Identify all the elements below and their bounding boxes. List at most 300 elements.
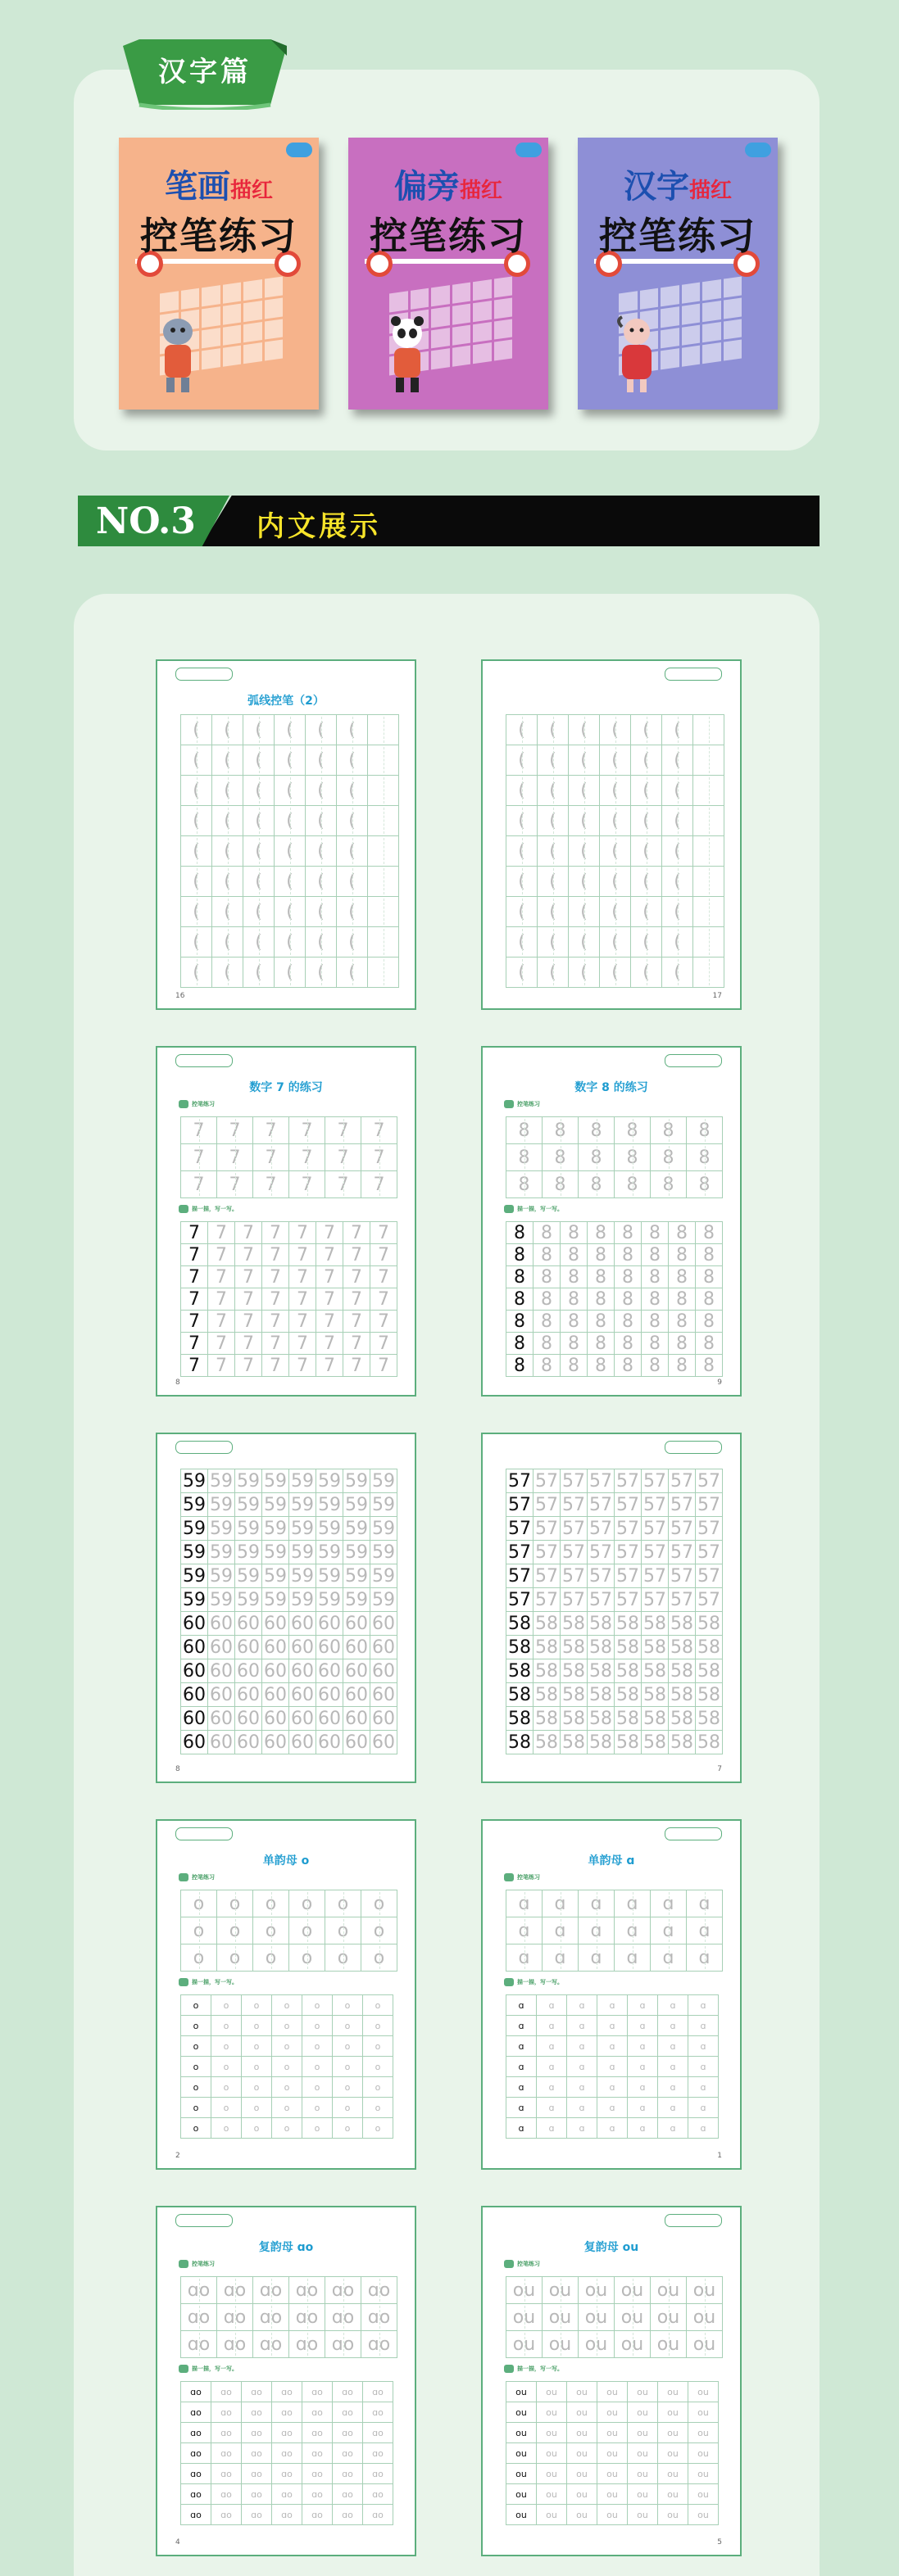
grid-cell: ɑo [332, 2402, 363, 2423]
grid-cell: ou [506, 2402, 537, 2423]
grid-cell: o [362, 2056, 393, 2077]
grid-cell: 57 [641, 1516, 669, 1541]
grid-cell: 8 [578, 1143, 615, 1171]
grid-cell: 8 [506, 1354, 533, 1377]
grid-cell: ( [568, 805, 600, 836]
grid-cell [202, 328, 220, 349]
grid-cell: ɑo [362, 2422, 393, 2443]
grid-cell: ( [243, 926, 275, 958]
grid-cell: ( [568, 957, 600, 988]
grid-cell: ɑo [241, 2422, 272, 2443]
grid-cell: 60 [343, 1706, 370, 1731]
grid-cell: o [302, 2076, 333, 2098]
grid-cell: ou [597, 2483, 628, 2505]
grid-cell: 8 [614, 1170, 651, 1198]
grid-cell: ( [274, 896, 306, 927]
grid-cell: ou [688, 2422, 719, 2443]
grid-cell: ɑ [627, 2097, 658, 2118]
grid-cell: ( [243, 775, 275, 806]
grid-cell: ɑ [597, 2076, 628, 2098]
grid-cell [682, 303, 701, 324]
grid-cell [160, 291, 179, 312]
grid-cell: ɑ [597, 2097, 628, 2118]
page-header-badge [175, 1441, 233, 1454]
grid-cell: 58 [560, 1730, 588, 1754]
grid-cell: 58 [695, 1706, 723, 1731]
grid-cell: 60 [316, 1635, 343, 1659]
grid-cell: 60 [207, 1730, 235, 1754]
grid-cell: 7 [180, 1265, 208, 1288]
section-tab [123, 39, 287, 110]
grid-cell: o [241, 2097, 272, 2118]
grid-cell: ɑo [361, 2303, 397, 2331]
grid-cell: 8 [587, 1288, 615, 1311]
grid-cell: ɑo [362, 2381, 393, 2402]
grid-cell: ɑ [578, 1890, 615, 1917]
grid-cell: o [241, 2076, 272, 2098]
grid-cell: 8 [533, 1332, 561, 1355]
grid-cell: ɑ [566, 2056, 597, 2077]
grid-cell: 58 [587, 1659, 615, 1683]
grid-cell [243, 322, 262, 343]
grid-cell: ( [537, 835, 569, 867]
grid-cell: o [271, 2117, 302, 2139]
writing-grid [506, 1994, 718, 2138]
grid-cell: o [180, 1994, 211, 2016]
grid-cell: 57 [641, 1492, 669, 1517]
grid-cell: ( [336, 957, 368, 988]
grid-cell: 8 [668, 1243, 696, 1266]
grid-cell: ɑ [536, 2015, 567, 2036]
grid-cell: ɑo [211, 2422, 242, 2443]
grid-cell: ɑ [614, 1917, 651, 1944]
grid-cell: 57 [695, 1469, 723, 1493]
grid-cell: 7 [316, 1243, 343, 1266]
grid-cell: 57 [695, 1540, 723, 1564]
grid-cell: ɑo [271, 2463, 302, 2484]
grid-cell [367, 805, 399, 836]
grid-cell: o [211, 2035, 242, 2057]
grid-cell: 7 [325, 1143, 361, 1171]
grid-cell: 7 [288, 1116, 325, 1144]
grid-cell [367, 866, 399, 897]
grid-cell: ɑo [288, 2303, 325, 2331]
grid-cell [265, 276, 284, 297]
grid-cell: 7 [180, 1332, 208, 1355]
grid-cell: o [288, 1917, 325, 1944]
book-cover-radical[interactable] [348, 138, 548, 410]
grid-cell: 8 [614, 1265, 642, 1288]
grid-cell: 8 [686, 1143, 723, 1171]
grid-cell [494, 297, 513, 319]
writing-grid [180, 1221, 397, 1376]
grid-cell: 58 [506, 1635, 533, 1659]
grid-cell: o [216, 1890, 253, 1917]
grid-cell: 57 [560, 1564, 588, 1588]
grid-cell: 8 [560, 1221, 588, 1244]
publisher-logo-icon [515, 143, 542, 157]
grid-cell: ɑo [302, 2463, 333, 2484]
grid-cell: o [325, 1917, 361, 1944]
page-number: 8 [175, 1379, 180, 1387]
grid-cell: 60 [261, 1730, 289, 1754]
grid-cell: ɑ [597, 1994, 628, 2016]
grid-cell: o [216, 1944, 253, 1972]
grid-cell: 60 [288, 1635, 316, 1659]
grid-cell: 7 [370, 1265, 397, 1288]
grid-cell: o [271, 2015, 302, 2036]
grid-cell: 7 [325, 1170, 361, 1198]
grid-cell [682, 283, 701, 304]
grid-cell: 58 [668, 1659, 696, 1683]
grid-cell: ou [566, 2422, 597, 2443]
grid-cell: ɑo [332, 2442, 363, 2464]
grid-cell: 8 [578, 1170, 615, 1198]
grid-cell: ou [506, 2303, 543, 2331]
grid-cell: 8 [587, 1354, 615, 1377]
grid-cell: ( [243, 714, 275, 745]
grid-cell: ɑ [614, 1944, 651, 1972]
grid-cell: ( [274, 866, 306, 897]
grid-cell: ( [243, 896, 275, 927]
page-header-badge [175, 1054, 233, 1067]
grid-cell: 8 [614, 1116, 651, 1144]
grid-cell: ( [274, 926, 306, 958]
grid-cell: o [332, 2015, 363, 2036]
grid-cell: ɑo [302, 2442, 333, 2464]
book-cover-stroke[interactable] [119, 138, 319, 410]
grid-cell: ou [597, 2422, 628, 2443]
grid-cell: ou [657, 2483, 688, 2505]
grid-cell: 59 [343, 1469, 370, 1493]
grid-cell: 7 [261, 1288, 289, 1311]
grid-cell: 58 [506, 1730, 533, 1754]
grid-cell: ou [627, 2442, 658, 2464]
grid-cell: ( [599, 714, 631, 745]
section-label-text: 描一描，写一写。 [517, 1979, 563, 1985]
grid-cell: ( [211, 896, 243, 927]
grid-cell: o [180, 2056, 211, 2077]
grid-cell: ɑo [271, 2483, 302, 2505]
grid-cell: ɑ [688, 2015, 719, 2036]
grid-cell: o [302, 2117, 333, 2139]
grid-cell: ɑo [211, 2483, 242, 2505]
grid-cell: 59 [261, 1469, 289, 1493]
section-label [179, 1205, 238, 1213]
grid-cell: 60 [234, 1611, 262, 1636]
grid-cell: 7 [216, 1143, 253, 1171]
grid-cell [431, 348, 450, 369]
grid-cell: 7 [343, 1332, 370, 1355]
grid-cell: 7 [252, 1170, 289, 1198]
grid-cell: o [180, 2097, 211, 2118]
grid-cell: ɑo [211, 2463, 242, 2484]
publisher-logo-icon [286, 143, 312, 157]
grid-cell: 58 [668, 1635, 696, 1659]
grid-cell: 57 [668, 1540, 696, 1564]
grid-cell: ( [630, 745, 662, 776]
grid-cell: 7 [234, 1221, 262, 1244]
grid-cell: 58 [587, 1635, 615, 1659]
grid-cell [452, 346, 471, 367]
grid-cell: ( [630, 835, 662, 867]
grid-cell: 58 [560, 1706, 588, 1731]
section-label [179, 2260, 215, 2268]
grid-cell: 59 [288, 1469, 316, 1493]
grid-cell: o [241, 1994, 272, 2016]
grid-cell: 60 [288, 1730, 316, 1754]
grid-cell: ou [688, 2402, 719, 2423]
grid-cell: 60 [180, 1682, 208, 1707]
grid-cell: 57 [587, 1492, 615, 1517]
grid-cell: ɑ [627, 1994, 658, 2016]
grid-cell: o [302, 2097, 333, 2118]
page-number: 7 [717, 1765, 722, 1773]
grid-cell: 8 [614, 1221, 642, 1244]
grid-cell: 57 [506, 1540, 533, 1564]
grid-cell: 8 [506, 1116, 543, 1144]
grid-cell: 8 [506, 1288, 533, 1311]
grid-cell: ɑ [688, 2076, 719, 2098]
grid-cell: 7 [343, 1265, 370, 1288]
grid-cell: o [325, 1890, 361, 1917]
grid-cell: ( [336, 896, 368, 927]
book-cover-hanzi[interactable] [578, 138, 778, 410]
grid-cell: ɑ [657, 2035, 688, 2057]
grid-cell: ( [630, 805, 662, 836]
grid-cell: ɑ [627, 2117, 658, 2139]
grid-cell [682, 346, 701, 367]
grid-cell: ɑo [332, 2483, 363, 2505]
grid-cell: 8 [614, 1243, 642, 1266]
section-label [179, 2365, 238, 2373]
grid-cell: 7 [252, 1143, 289, 1171]
grid-cell: 59 [207, 1540, 235, 1564]
grid-cell: ɑo [271, 2442, 302, 2464]
grid-cell: ( [599, 775, 631, 806]
grid-cell: 57 [533, 1587, 561, 1612]
grid-cell: 59 [180, 1469, 208, 1493]
grid-cell: 8 [686, 1116, 723, 1144]
grid-cell [473, 322, 492, 343]
grid-cell: 58 [560, 1611, 588, 1636]
grid-cell: 60 [288, 1706, 316, 1731]
grid-cell: 60 [343, 1682, 370, 1707]
grid-cell [265, 297, 284, 319]
grid-cell [265, 340, 284, 361]
sample-page [156, 1046, 416, 1397]
grid-cell: ɑ [688, 2035, 719, 2057]
grid-cell: 57 [668, 1492, 696, 1517]
book-title-line1: 偏旁描红 [393, 168, 502, 206]
grid-cell: ( [305, 745, 337, 776]
publisher-logo-icon [745, 143, 771, 157]
grid-cell: ( [506, 866, 538, 897]
grid-cell: 8 [578, 1116, 615, 1144]
grid-cell: ( [243, 835, 275, 867]
grid-cell: ɑo [332, 2463, 363, 2484]
grid-cell: o [361, 1917, 397, 1944]
pencil-icon [179, 1873, 188, 1881]
grid-cell: 59 [207, 1492, 235, 1517]
grid-cell: ou [566, 2483, 597, 2505]
writing-grid [180, 1116, 397, 1197]
grid-cell: 58 [668, 1682, 696, 1707]
grid-cell [367, 714, 399, 745]
grid-cell: ou [627, 2483, 658, 2505]
grid-cell: ɑo [241, 2463, 272, 2484]
grid-cell [367, 957, 399, 988]
grid-cell: 59 [343, 1492, 370, 1517]
grid-cell: ou [566, 2442, 597, 2464]
grid-cell: o [332, 2076, 363, 2098]
grid-cell: 8 [614, 1354, 642, 1377]
grid-cell: ou [506, 2483, 537, 2505]
grid-cell: 8 [695, 1221, 723, 1244]
grid-cell: ɑ [536, 2035, 567, 2057]
grid-cell: o [362, 2097, 393, 2118]
grid-cell: ( [211, 866, 243, 897]
grid-cell: 8 [668, 1265, 696, 1288]
grid-cell: ( [305, 835, 337, 867]
grid-cell: 59 [343, 1564, 370, 1588]
grid-cell: 8 [614, 1143, 651, 1171]
grid-cell: 7 [180, 1354, 208, 1377]
grid-cell: ( [274, 805, 306, 836]
grid-cell: ɑ [506, 2015, 537, 2036]
grid-cell: ɑ [566, 2035, 597, 2057]
grid-cell: 57 [614, 1492, 642, 1517]
grid-cell: 57 [614, 1516, 642, 1541]
grid-cell [223, 283, 242, 304]
grid-cell: ( [599, 926, 631, 958]
grid-cell: ɑ [627, 2076, 658, 2098]
grid-cell: ( [180, 835, 212, 867]
grid-cell: 60 [261, 1635, 289, 1659]
pencil-icon [504, 2260, 514, 2268]
sample-page [156, 1433, 416, 1783]
grid-cell: 7 [207, 1332, 235, 1355]
grid-cell: 59 [234, 1492, 262, 1517]
grid-cell: 8 [560, 1354, 588, 1377]
writing-grid [506, 2381, 718, 2524]
grid-cell: ɑ [506, 1994, 537, 2016]
section-label [179, 1873, 215, 1881]
grid-cell: 57 [533, 1516, 561, 1541]
grid-cell: ( [661, 957, 693, 988]
grid-cell: ou [614, 2276, 651, 2304]
grid-cell: ɑ [506, 2117, 537, 2139]
grid-cell: ou [578, 2330, 615, 2358]
grid-cell: ɑ [657, 2076, 688, 2098]
sample-page [156, 2206, 416, 2556]
grid-cell [682, 324, 701, 346]
grid-cell: ( [599, 896, 631, 927]
grid-cell: ɑ [597, 2117, 628, 2139]
grid-cell [431, 285, 450, 306]
grid-cell: 8 [668, 1332, 696, 1355]
grid-cell: 8 [668, 1221, 696, 1244]
grid-cell: 58 [533, 1635, 561, 1659]
grid-cell: 59 [261, 1564, 289, 1588]
grid-cell: 59 [343, 1587, 370, 1612]
grid-cell: 7 [343, 1243, 370, 1266]
grid-cell: 7 [370, 1288, 397, 1311]
grid-cell: ɑo [332, 2504, 363, 2525]
grid-cell: ou [578, 2276, 615, 2304]
grid-cell: 60 [207, 1659, 235, 1683]
grid-cell [661, 328, 679, 349]
grid-cell: ( [599, 957, 631, 988]
grid-cell: ɑ [506, 2056, 537, 2077]
grid-cell: o [211, 2117, 242, 2139]
grid-cell: ɑ [566, 2076, 597, 2098]
grid-cell [640, 288, 659, 310]
grid-cell: 59 [180, 1540, 208, 1564]
grid-cell: ( [599, 745, 631, 776]
grid-cell: 7 [370, 1332, 397, 1355]
grid-cell: 59 [234, 1469, 262, 1493]
grid-cell: 59 [316, 1540, 343, 1564]
page-number: 9 [717, 1379, 722, 1387]
grid-cell [494, 276, 513, 297]
grid-cell: 59 [343, 1516, 370, 1541]
grid-cell: ( [568, 926, 600, 958]
grid-cell: ou [627, 2463, 658, 2484]
grid-cell: 7 [343, 1221, 370, 1244]
grid-cell: ou [597, 2402, 628, 2423]
pencil-icon [179, 2365, 188, 2373]
grid-cell: 57 [614, 1564, 642, 1588]
grid-cell: ou [688, 2504, 719, 2525]
grid-cell: 57 [560, 1469, 588, 1493]
grid-cell: ou [627, 2422, 658, 2443]
grid-cell: 60 [207, 1635, 235, 1659]
grid-cell: 60 [316, 1706, 343, 1731]
grid-cell: ɑo [180, 2504, 211, 2525]
grid-cell: ( [211, 926, 243, 958]
pencil-icon [504, 1205, 514, 1213]
grid-cell: 58 [641, 1659, 669, 1683]
grid-cell: ( [336, 745, 368, 776]
grid-cell: ( [568, 866, 600, 897]
grid-cell: 58 [614, 1682, 642, 1707]
section-label-text: 描一描，写一写。 [192, 1206, 238, 1212]
grid-cell: ou [686, 2330, 723, 2358]
grid-cell: ɑo [180, 2483, 211, 2505]
grid-cell: ɑ [506, 2097, 537, 2118]
grid-cell: 58 [695, 1682, 723, 1707]
grid-cell: 59 [316, 1516, 343, 1541]
grid-cell: 60 [288, 1659, 316, 1683]
writing-grid [180, 1469, 397, 1754]
grid-cell: 58 [506, 1682, 533, 1707]
book-title-line2: 控笔练习 [370, 214, 527, 258]
grid-cell: ( [506, 775, 538, 806]
grid-cell: ɑ [688, 2117, 719, 2139]
grid-cell: 7 [216, 1170, 253, 1198]
section-label [504, 1873, 540, 1881]
grid-cell: o [211, 2056, 242, 2077]
grid-cell: 60 [234, 1706, 262, 1731]
grid-cell: 58 [614, 1635, 642, 1659]
grid-cell: o [271, 2035, 302, 2057]
grid-cell: 57 [587, 1587, 615, 1612]
grid-cell: 8 [641, 1265, 669, 1288]
grid-cell: o [252, 1944, 289, 1972]
grid-cell: ɑ [536, 2117, 567, 2139]
grid-cell: o [325, 1944, 361, 1972]
